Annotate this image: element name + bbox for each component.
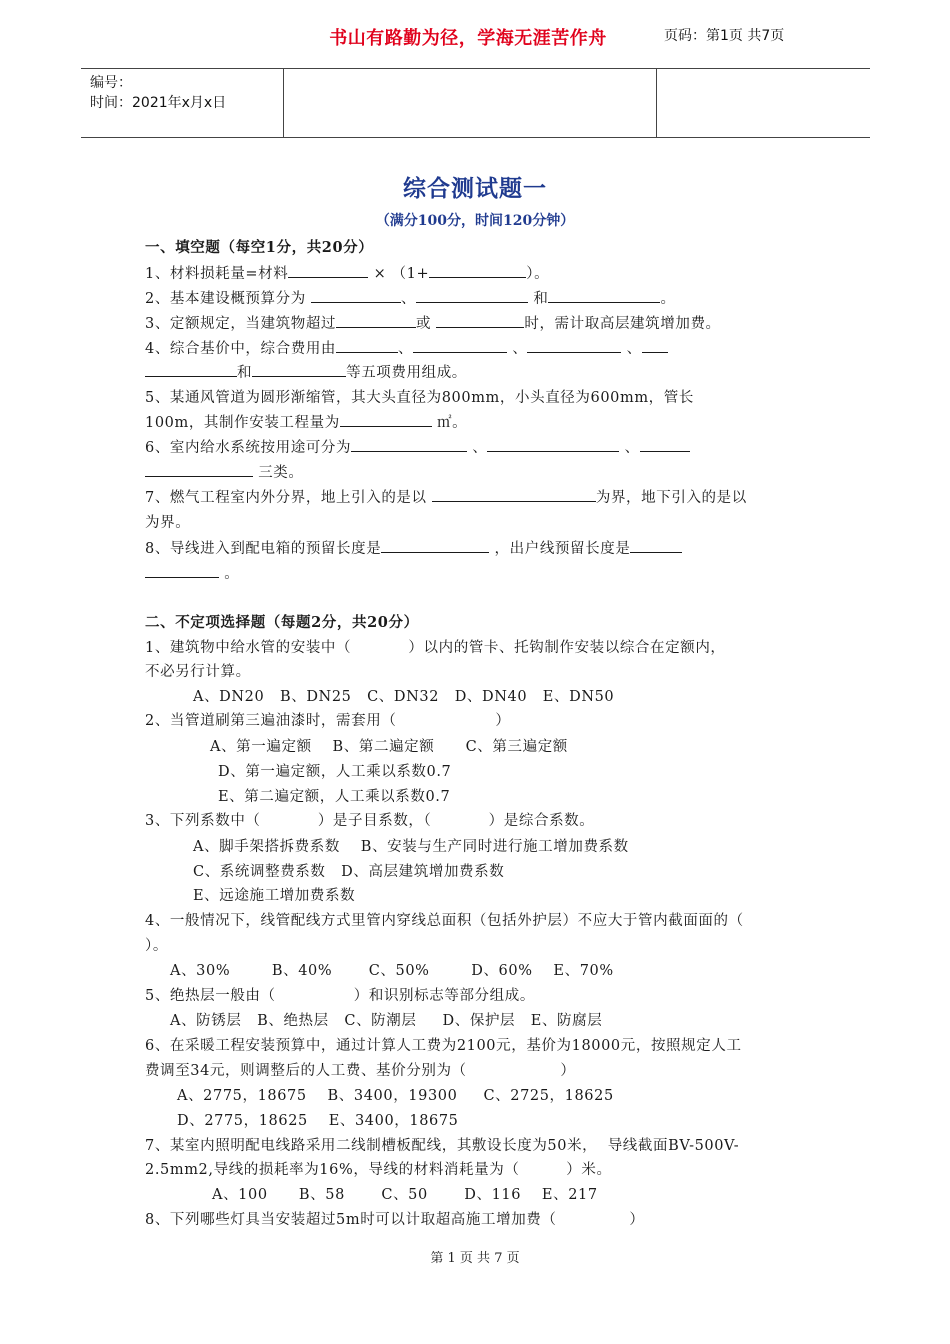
- s2-question-2: 2、当管道刷第三遍油漆时，需套用（ ）: [145, 713, 511, 729]
- page-header: [81, 68, 870, 138]
- document-title: 综合测试题一: [403, 176, 547, 202]
- answer-blank: [145, 563, 219, 578]
- time-label: 时间：2021年x月x日: [90, 95, 227, 111]
- s2-q5-options: A、防锈层 B、绝热层 C、防潮层 D、保护层 E、防腐层: [170, 1013, 603, 1029]
- serial-label: 编号：: [90, 75, 132, 91]
- s1-q6-text-b: 、: [467, 440, 488, 456]
- header-motto: 书山有路勤为径，学海无涯苦作舟: [329, 28, 607, 49]
- s1-q4-text-e: 和: [237, 365, 253, 381]
- answer-blank: [548, 288, 660, 303]
- header-page-info: 页码：第1页 共7页: [664, 28, 785, 44]
- s1-question-8-line2: [145, 562, 239, 583]
- section1-heading: 一、填空题（每空1分，共20分）: [145, 239, 374, 256]
- s2-q3-options-2: C、系统调整费系数 D、高层建筑增加费系数: [193, 864, 505, 880]
- header-divider: [656, 69, 657, 137]
- s1-question-8: [145, 537, 682, 558]
- s1-question-1: [145, 262, 549, 283]
- s2-q3-options-1: A、脚手架搭拆费系数 B、安装与生产同时进行施工增加费系数: [193, 839, 629, 855]
- answer-blank: [527, 338, 621, 353]
- s1-q2-text-c: 和: [528, 291, 549, 307]
- answer-blank: [630, 538, 682, 553]
- s1-question-7: [145, 486, 747, 507]
- s2-q6-options-2: D、2775，18625 E、3400，18675: [177, 1113, 459, 1129]
- s2-question-3: 3、下列系数中（ ）是子目系数，（ ）是综合系数。: [145, 813, 595, 829]
- s2-q4-options: A、30% B、40% C、50% D、60% E、70%: [170, 963, 614, 979]
- s1-question-5-line2: [145, 411, 467, 432]
- answer-blank: [311, 288, 401, 303]
- s1-q8-text-c: 。: [219, 566, 240, 582]
- s1-q3-text-c: 时，需计取高层建筑增加费。: [524, 316, 721, 332]
- s1-question-2: [145, 287, 676, 308]
- s2-q1-options: A、DN20 B、DN25 C、DN32 D、DN40 E、DN50: [193, 689, 615, 705]
- s2-q6-options-1: A、2775，18675 B、3400，19300 C、2725，18625: [177, 1088, 614, 1104]
- answer-blank: [288, 263, 368, 278]
- s2-question-5: 5、绝热层一般由（ ）和识别标志等部分组成。: [145, 988, 535, 1004]
- s1-q7-text-a: 7、燃气工程室内外分界，地上引入的是以: [145, 490, 432, 506]
- s2-question-6-line2: 费调至34元，则调整后的人工费、基价分别为（ ）: [145, 1063, 576, 1079]
- s2-question-8: 8、下列哪些灯具当安装超过5m时可以计取超高施工增加费（ ）: [145, 1212, 645, 1228]
- s1-q2-text-b: 、: [401, 291, 417, 307]
- s1-question-4-line1: [145, 337, 668, 358]
- answer-blank: [340, 412, 432, 427]
- answer-blank: [432, 487, 596, 502]
- answer-blank: [436, 313, 524, 328]
- s1-q5-text-b: 100m，其制作安装工程量为: [145, 415, 340, 431]
- s1-q1-text-c: ）。: [526, 266, 550, 282]
- answer-blank: [336, 313, 416, 328]
- s1-q2-text-d: 。: [660, 291, 676, 307]
- s1-q4-text-c: 、: [507, 341, 528, 357]
- s2-question-6: 6、在采暖工程安装预算中，通过计算人工费为2100元，基价为18000元，按照规定人工: [145, 1038, 742, 1054]
- answer-blank: [487, 437, 619, 452]
- s1-q3-text-b: 或: [416, 316, 437, 332]
- s1-q3-text-a: 3、定额规定，当建筑物超过: [145, 316, 337, 332]
- s1-q1-text-b: × （1+: [368, 266, 430, 282]
- s2-question-1-line2: 不必另行计算。: [145, 664, 251, 680]
- answer-blank: [252, 362, 346, 377]
- s2-q3-options-3: E、远途施工增加费系数: [193, 888, 356, 904]
- section2-heading: 二、不定项选择题（每题2分，共20分）: [145, 614, 419, 631]
- s1-question-5-line1: 5、某通风管道为圆形渐缩管，其大头直径为800mm，小头直径为600mm，管长: [145, 390, 694, 406]
- s2-q2-options-3: E、第二遍定额，人工乘以系数0.7: [218, 789, 451, 805]
- header-meta: [90, 73, 226, 113]
- s1-q1-text-a: 1、材料损耗量=材料: [145, 266, 289, 282]
- answer-blank: [351, 437, 467, 452]
- answer-blank: [145, 362, 237, 377]
- answer-blank: [145, 462, 253, 477]
- answer-blank: [642, 338, 668, 353]
- s1-q6-text-c: 、: [619, 440, 640, 456]
- s1-q6-text-a: 6、室内给水系统按用途可分为: [145, 440, 352, 456]
- answer-blank: [429, 263, 526, 278]
- s1-q4-text-a: 4、综合基价中，综合费用由: [145, 341, 337, 357]
- s1-q6-text-d: 三类。: [253, 465, 304, 481]
- header-divider: [283, 69, 284, 137]
- s1-question-6-line2: [145, 461, 304, 482]
- s1-question-7-line2: 为界。: [145, 515, 191, 531]
- s1-q5-text-c: ㎡。: [431, 415, 468, 431]
- document-subtitle: （满分100分，时间120分钟）: [375, 213, 575, 229]
- s2-q2-options-1: A、第一遍定额 B、第二遍定额 C、第三遍定额: [210, 739, 568, 755]
- s1-q4-text-d: 、: [621, 341, 642, 357]
- answer-blank: [416, 288, 528, 303]
- s2-question-7: 7、某室内照明配电线路采用二线制槽板配线，其敷设长度为50米， 导线截面BV-500V-: [145, 1138, 740, 1154]
- s2-question-4: 4、一般情况下，线管配线方式里管内穿线总面积（包括外护层）不应大于管内截面面的（: [145, 913, 744, 929]
- s1-q8-text-b: ，出户线预留长度是: [489, 541, 631, 557]
- s2-question-1: 1、建筑物中给水管的安装中（ ）以内的管卡、托钩制作安装以综合在定额内，: [145, 640, 726, 656]
- s1-q8-text-a: 8、导线进入到配电箱的预留长度是: [145, 541, 382, 557]
- s1-q2-text-a: 2、基本建设概预算分为: [145, 291, 312, 307]
- s1-question-4-line2: [145, 361, 467, 382]
- page-footer: 第 1 页 共 7 页: [430, 1251, 520, 1266]
- s2-q2-options-2: D、第一遍定额，人工乘以系数0.7: [218, 764, 452, 780]
- answer-blank: [413, 338, 507, 353]
- answer-blank: [640, 437, 690, 452]
- s2-q7-options: A、100 B、58 C、50 D、116 E、217: [212, 1187, 598, 1203]
- s1-q7-text-b: 为界，地下引入的是以: [595, 490, 747, 506]
- s1-question-6-line1: [145, 436, 690, 457]
- s1-q4-text-b: 、: [398, 341, 414, 357]
- answer-blank: [381, 538, 489, 553]
- answer-blank: [336, 338, 398, 353]
- s1-question-3: [145, 312, 721, 333]
- s1-q4-text-f: 等五项费用组成。: [346, 365, 467, 381]
- s2-question-4-line2: ）。: [145, 938, 168, 954]
- s2-question-7-line2: 2.5mm2,导线的损耗率为16%，导线的材料消耗量为（ ）米。: [145, 1162, 612, 1178]
